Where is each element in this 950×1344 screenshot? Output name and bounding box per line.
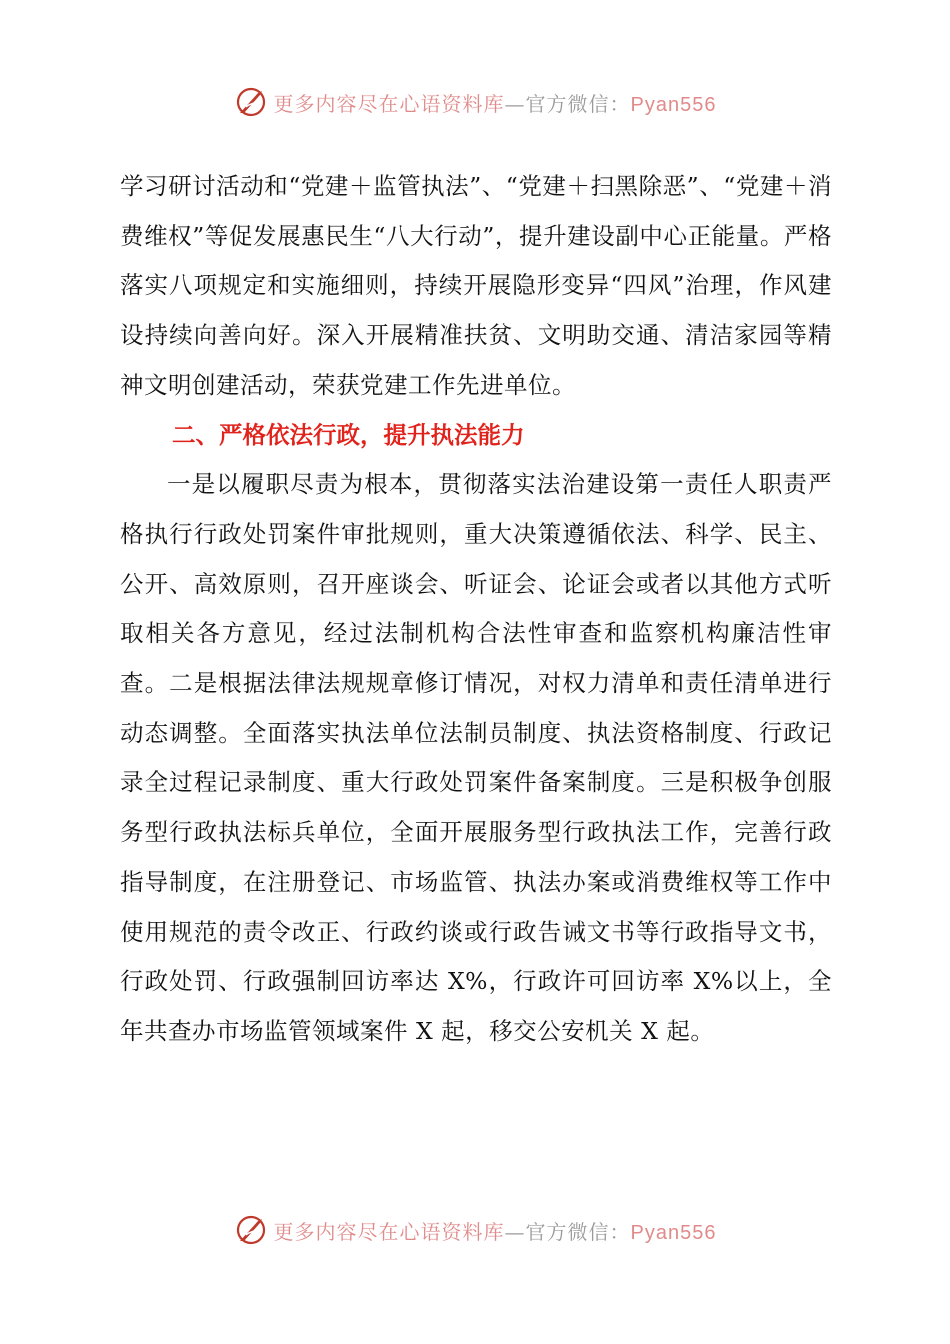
header-banner-wx-id: Pyan556 bbox=[630, 93, 717, 116]
header-banner-dash: — bbox=[504, 91, 526, 116]
document-body bbox=[120, 162, 832, 1057]
header-banner-wx-label: 官方微信： bbox=[525, 91, 631, 116]
header-banner bbox=[0, 82, 950, 122]
section-heading: 二、严格依法行政，提升执法能力 bbox=[172, 420, 525, 449]
footer-banner-wx-label: 官方微信： bbox=[525, 1219, 631, 1244]
paragraph-continuation: 学习研讨活动和“党建＋监管执法”、“党建＋扫黑除恶”、“党建＋消费维权”等促发展惠民生“八大行动”，提升建设副中心正能量。严格落实八项规定和实施细则，持续开展隐形变异“四风”治理，作风建设持续向善向好。深入开展精准扶贫、文明助交通、清洁家园等精神文明创建活动，荣获党建工作先进单位。 bbox=[120, 172, 832, 399]
quill-logo-icon bbox=[234, 1213, 268, 1247]
footer-banner-text bbox=[274, 1216, 717, 1245]
footer-banner-main: 更多内容尽在心语资料库 bbox=[273, 1219, 505, 1244]
footer-banner bbox=[0, 1210, 950, 1250]
header-banner-text bbox=[274, 88, 717, 117]
footer-banner-dash: — bbox=[504, 1219, 526, 1244]
footer-banner-wx-id: Pyan556 bbox=[630, 1221, 717, 1244]
paragraph-section-2: 一是以履职尽责为根本，贯彻落实法治建设第一责任人职责严格执行行政处罚案件审批规则，重大决策遵循依法、科学、民主、公开、高效原则，召开座谈会、听证会、论证会或者以其他方式听取相关各方意见，经过法制机构合法性审查和监察机构廉洁性审查。二是根据法律法规规章修订情况，对权力清单和责任清单进行动态调整。全面落实执法单位法制员制度、执法资格制度、行政记录全过程记录制度、重大行政处罚案件备案制度。三是积极争创服务型行政执法标兵单位，全面开展服务型行政执法工作，完善行政指导制度，在注册登记、市场监管、执法办案或消费维权等工作中使用规范的责令改正、行政约谈或行政告诫文书等行政指导文书，行政处罚、行政强制回访率达 X%，行政许可回访率 X%以上，全年共查办市场监管领域案件 X 起，移交公安机关 X 起。 bbox=[120, 470, 832, 1045]
header-banner-main: 更多内容尽在心语资料库 bbox=[273, 91, 505, 116]
quill-logo-icon bbox=[234, 85, 268, 119]
